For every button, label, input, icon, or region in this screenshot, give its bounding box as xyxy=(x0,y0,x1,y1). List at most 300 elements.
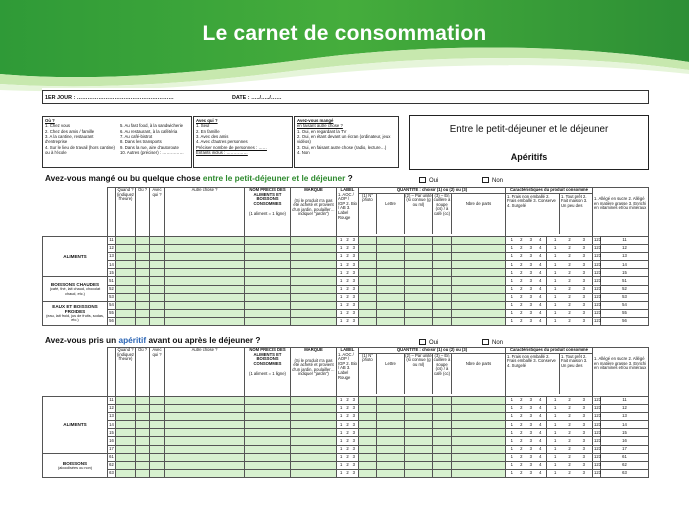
entry-cell[interactable] xyxy=(291,397,337,405)
choice-digit[interactable]: 3 xyxy=(598,237,602,243)
char-c-choice[interactable] xyxy=(593,253,601,261)
char-c-choice[interactable] xyxy=(593,421,601,429)
choice-digit[interactable]: 4 xyxy=(539,269,542,275)
choice-digit[interactable]: 2 xyxy=(520,397,523,403)
choice-digit[interactable]: 2 xyxy=(596,421,599,427)
entry-cell[interactable] xyxy=(116,317,136,325)
choice-digit[interactable]: 1 xyxy=(594,293,597,299)
entry-cell[interactable] xyxy=(150,237,165,245)
choice-digit[interactable]: 2 xyxy=(520,318,523,324)
char-a-choice[interactable] xyxy=(506,397,547,405)
choice-digit[interactable]: 2 xyxy=(346,397,349,403)
entry-cell[interactable] xyxy=(150,253,165,261)
entry-cell[interactable] xyxy=(245,453,291,461)
choice-digit[interactable]: 1 xyxy=(510,253,513,259)
entry-cell[interactable] xyxy=(165,413,245,421)
choice-digit[interactable]: 1 xyxy=(553,429,557,435)
choice-digit[interactable]: 2 xyxy=(596,310,599,316)
entry-cell[interactable] xyxy=(150,421,165,429)
quantity-cell[interactable] xyxy=(405,261,433,269)
choice-digit[interactable]: 3 xyxy=(352,445,355,451)
choice-digit[interactable]: 3 xyxy=(598,245,602,251)
entry-cell[interactable] xyxy=(165,317,245,325)
choice-digit[interactable]: 1 xyxy=(510,421,513,427)
choice-digit[interactable]: 4 xyxy=(539,318,542,324)
quantity-cell[interactable] xyxy=(377,261,405,269)
entry-cell[interactable] xyxy=(291,429,337,437)
choice-digit[interactable]: 1 xyxy=(594,261,597,267)
choice-digit[interactable]: 3 xyxy=(598,318,602,324)
choice-digit[interactable]: 3 xyxy=(582,429,585,435)
choice-digit[interactable]: 1 xyxy=(339,429,343,435)
entry-cell[interactable] xyxy=(136,309,150,317)
quantity-cell[interactable] xyxy=(433,301,452,309)
choice-digit[interactable]: 3 xyxy=(582,413,585,419)
char-b-choice[interactable] xyxy=(547,309,593,317)
quantity-cell[interactable] xyxy=(359,245,377,253)
choice-digit[interactable]: 2 xyxy=(596,470,599,476)
choice-digit[interactable]: 1 xyxy=(339,301,343,307)
choice-digit[interactable]: 2 xyxy=(568,397,571,403)
entry-cell[interactable] xyxy=(165,309,245,317)
choice-digit[interactable]: 1 xyxy=(553,397,557,403)
quantity-cell[interactable] xyxy=(405,293,433,301)
quantity-cell[interactable] xyxy=(433,237,452,245)
choice-digit[interactable]: 4 xyxy=(539,445,542,451)
char-a-choice[interactable] xyxy=(506,237,547,245)
entry-cell[interactable] xyxy=(165,405,245,413)
entry-cell[interactable] xyxy=(136,453,150,461)
choice-digit[interactable]: 1 xyxy=(553,301,557,307)
quantity-cell[interactable] xyxy=(405,237,433,245)
entry-cell[interactable] xyxy=(150,277,165,285)
choice-digit[interactable]: 4 xyxy=(539,277,542,283)
char-a-choice[interactable] xyxy=(506,413,547,421)
entry-cell[interactable] xyxy=(245,437,291,445)
char-c-choice[interactable] xyxy=(593,469,601,477)
entry-cell[interactable] xyxy=(136,405,150,413)
quantity-cell[interactable] xyxy=(359,469,377,477)
choice-digit[interactable]: 1 xyxy=(510,318,513,324)
choice-digit[interactable]: 1 xyxy=(510,437,513,443)
choice-digit[interactable]: 2 xyxy=(520,429,523,435)
choice-digit[interactable]: 1 xyxy=(339,237,343,243)
choice-digit[interactable]: 1 xyxy=(553,277,557,283)
entry-cell[interactable] xyxy=(165,469,245,477)
quantity-cell[interactable] xyxy=(377,429,405,437)
quantity-cell[interactable] xyxy=(452,469,506,477)
quantity-cell[interactable] xyxy=(433,469,452,477)
choice-digit[interactable]: 2 xyxy=(520,261,523,267)
char-c-choice[interactable] xyxy=(593,261,601,269)
choice-digit[interactable]: 1 xyxy=(339,245,343,251)
entry-cell[interactable] xyxy=(165,277,245,285)
choice-digit[interactable]: 2 xyxy=(520,301,523,307)
entry-cell[interactable] xyxy=(291,253,337,261)
label-choice[interactable] xyxy=(337,269,359,277)
choice-digit[interactable]: 2 xyxy=(596,445,599,451)
entry-cell[interactable] xyxy=(245,269,291,277)
choice-digit[interactable]: 3 xyxy=(352,405,355,411)
entry-cell[interactable] xyxy=(165,261,245,269)
char-a-choice[interactable] xyxy=(506,309,547,317)
choice-digit[interactable]: 3 xyxy=(529,397,532,403)
choice-digit[interactable]: 1 xyxy=(339,285,343,291)
choice-digit[interactable]: 1 xyxy=(510,470,513,476)
entry-cell[interactable] xyxy=(245,285,291,293)
quantity-cell[interactable] xyxy=(359,445,377,453)
label-choice[interactable] xyxy=(337,437,359,445)
entry-cell[interactable] xyxy=(116,277,136,285)
section1-no-checkbox[interactable]: Non xyxy=(482,177,503,185)
label-choice[interactable] xyxy=(337,253,359,261)
choice-digit[interactable]: 2 xyxy=(568,470,571,476)
choice-digit[interactable]: 1 xyxy=(594,310,597,316)
choice-digit[interactable]: 3 xyxy=(529,245,532,251)
choice-digit[interactable]: 3 xyxy=(598,269,602,275)
quantity-cell[interactable] xyxy=(452,437,506,445)
entry-cell[interactable] xyxy=(245,237,291,245)
quantity-cell[interactable] xyxy=(359,429,377,437)
choice-digit[interactable]: 1 xyxy=(553,421,557,427)
entry-cell[interactable] xyxy=(165,301,245,309)
choice-digit[interactable]: 1 xyxy=(510,445,513,451)
choice-digit[interactable]: 2 xyxy=(568,429,571,435)
char-b-choice[interactable] xyxy=(547,397,593,405)
entry-cell[interactable] xyxy=(165,429,245,437)
choice-digit[interactable]: 3 xyxy=(598,453,602,459)
choice-digit[interactable]: 1 xyxy=(594,445,597,451)
choice-digit[interactable]: 2 xyxy=(596,277,599,283)
quantity-cell[interactable] xyxy=(377,405,405,413)
choice-digit[interactable]: 1 xyxy=(594,413,597,419)
choice-digit[interactable]: 1 xyxy=(553,470,557,476)
quantity-cell[interactable] xyxy=(452,397,506,405)
choice-digit[interactable]: 1 xyxy=(339,413,343,419)
choice-digit[interactable]: 3 xyxy=(352,237,355,243)
choice-digit[interactable]: 2 xyxy=(568,421,571,427)
char-a-choice[interactable] xyxy=(506,421,547,429)
choice-digit[interactable]: 4 xyxy=(539,429,542,435)
choice-digit[interactable]: 3 xyxy=(529,261,532,267)
quantity-cell[interactable] xyxy=(405,301,433,309)
entry-cell[interactable] xyxy=(116,453,136,461)
label-choice[interactable] xyxy=(337,285,359,293)
choice-digit[interactable]: 4 xyxy=(539,245,542,251)
choice-digit[interactable]: 2 xyxy=(568,318,571,324)
choice-digit[interactable]: 3 xyxy=(598,429,602,435)
choice-digit[interactable]: 1 xyxy=(339,318,343,324)
choice-digit[interactable]: 1 xyxy=(510,237,513,243)
choice-digit[interactable]: 1 xyxy=(339,293,343,299)
quantity-cell[interactable] xyxy=(377,253,405,261)
choice-digit[interactable]: 1 xyxy=(510,285,513,291)
quantity-cell[interactable] xyxy=(452,253,506,261)
char-c-choice[interactable] xyxy=(593,405,601,413)
choice-digit[interactable]: 2 xyxy=(520,245,523,251)
choice-digit[interactable]: 2 xyxy=(520,277,523,283)
choice-digit[interactable]: 2 xyxy=(568,285,571,291)
choice-digit[interactable]: 2 xyxy=(346,253,349,259)
char-c-choice[interactable] xyxy=(593,301,601,309)
entry-cell[interactable] xyxy=(245,413,291,421)
choice-digit[interactable]: 1 xyxy=(339,405,343,411)
choice-digit[interactable]: 3 xyxy=(582,437,585,443)
entry-cell[interactable] xyxy=(291,237,337,245)
entry-cell[interactable] xyxy=(136,397,150,405)
quantity-cell[interactable] xyxy=(405,437,433,445)
entry-cell[interactable] xyxy=(116,245,136,253)
quantity-cell[interactable] xyxy=(433,269,452,277)
choice-digit[interactable]: 3 xyxy=(352,285,355,291)
quantity-cell[interactable] xyxy=(452,421,506,429)
entry-cell[interactable] xyxy=(136,269,150,277)
quantity-cell[interactable] xyxy=(405,253,433,261)
choice-digit[interactable]: 2 xyxy=(568,310,571,316)
choice-digit[interactable]: 3 xyxy=(352,397,355,403)
entry-cell[interactable] xyxy=(150,317,165,325)
choice-digit[interactable]: 1 xyxy=(594,397,597,403)
entry-cell[interactable] xyxy=(136,245,150,253)
entry-cell[interactable] xyxy=(245,405,291,413)
char-b-choice[interactable] xyxy=(547,253,593,261)
char-b-choice[interactable] xyxy=(547,437,593,445)
char-b-choice[interactable] xyxy=(547,469,593,477)
choice-digit[interactable]: 1 xyxy=(594,269,597,275)
quantity-cell[interactable] xyxy=(405,397,433,405)
quantity-cell[interactable] xyxy=(359,397,377,405)
choice-digit[interactable]: 2 xyxy=(520,253,523,259)
choice-digit[interactable]: 3 xyxy=(352,269,355,275)
choice-digit[interactable]: 2 xyxy=(520,421,523,427)
quantity-cell[interactable] xyxy=(452,285,506,293)
choice-digit[interactable]: 3 xyxy=(529,237,532,243)
quantity-cell[interactable] xyxy=(359,317,377,325)
entry-cell[interactable] xyxy=(116,461,136,469)
choice-digit[interactable]: 2 xyxy=(346,421,349,427)
choice-digit[interactable]: 1 xyxy=(339,421,343,427)
choice-digit[interactable]: 2 xyxy=(520,453,523,459)
choice-digit[interactable]: 3 xyxy=(598,413,602,419)
entry-cell[interactable] xyxy=(291,301,337,309)
choice-digit[interactable]: 3 xyxy=(529,421,532,427)
entry-cell[interactable] xyxy=(165,445,245,453)
choice-digit[interactable]: 2 xyxy=(520,461,523,467)
entry-cell[interactable] xyxy=(150,437,165,445)
entry-cell[interactable] xyxy=(116,397,136,405)
char-b-choice[interactable] xyxy=(547,237,593,245)
char-c-choice[interactable] xyxy=(593,437,601,445)
choice-digit[interactable]: 3 xyxy=(352,437,355,443)
choice-digit[interactable]: 1 xyxy=(339,310,343,316)
choice-digit[interactable]: 1 xyxy=(594,237,597,243)
entry-cell[interactable] xyxy=(150,261,165,269)
choice-digit[interactable]: 1 xyxy=(553,261,557,267)
entry-cell[interactable] xyxy=(116,253,136,261)
choice-digit[interactable]: 3 xyxy=(352,413,355,419)
quantity-cell[interactable] xyxy=(377,413,405,421)
entry-cell[interactable] xyxy=(291,469,337,477)
choice-digit[interactable]: 2 xyxy=(520,293,523,299)
choice-digit[interactable]: 3 xyxy=(582,245,585,251)
label-choice[interactable] xyxy=(337,245,359,253)
choice-digit[interactable]: 3 xyxy=(582,453,585,459)
choice-digit[interactable]: 3 xyxy=(352,310,355,316)
quantity-cell[interactable] xyxy=(405,413,433,421)
choice-digit[interactable]: 3 xyxy=(582,301,585,307)
quantity-cell[interactable] xyxy=(433,437,452,445)
choice-digit[interactable]: 3 xyxy=(598,437,602,443)
quantity-cell[interactable] xyxy=(452,261,506,269)
label-choice[interactable] xyxy=(337,421,359,429)
entry-cell[interactable] xyxy=(136,285,150,293)
char-c-choice[interactable] xyxy=(593,285,601,293)
choice-digit[interactable]: 3 xyxy=(529,405,532,411)
quantity-cell[interactable] xyxy=(452,277,506,285)
choice-digit[interactable]: 3 xyxy=(582,470,585,476)
entry-cell[interactable] xyxy=(150,245,165,253)
entry-cell[interactable] xyxy=(291,453,337,461)
quantity-cell[interactable] xyxy=(452,269,506,277)
choice-digit[interactable]: 3 xyxy=(582,253,585,259)
char-c-choice[interactable] xyxy=(593,269,601,277)
choice-digit[interactable]: 1 xyxy=(553,310,557,316)
choice-digit[interactable]: 2 xyxy=(346,437,349,443)
entry-cell[interactable] xyxy=(116,285,136,293)
quantity-cell[interactable] xyxy=(452,301,506,309)
char-c-choice[interactable] xyxy=(593,237,601,245)
char-a-choice[interactable] xyxy=(506,269,547,277)
choice-digit[interactable]: 1 xyxy=(553,269,557,275)
quantity-cell[interactable] xyxy=(433,277,452,285)
choice-digit[interactable]: 3 xyxy=(352,245,355,251)
choice-digit[interactable]: 4 xyxy=(539,470,542,476)
quantity-cell[interactable] xyxy=(433,261,452,269)
entry-cell[interactable] xyxy=(116,301,136,309)
quantity-cell[interactable] xyxy=(452,293,506,301)
choice-digit[interactable]: 2 xyxy=(596,261,599,267)
entry-cell[interactable] xyxy=(150,309,165,317)
quantity-cell[interactable] xyxy=(359,237,377,245)
entry-cell[interactable] xyxy=(165,421,245,429)
choice-digit[interactable]: 2 xyxy=(346,445,349,451)
quantity-cell[interactable] xyxy=(433,317,452,325)
choice-digit[interactable]: 3 xyxy=(352,421,355,427)
choice-digit[interactable]: 1 xyxy=(510,405,513,411)
entry-cell[interactable] xyxy=(116,293,136,301)
choice-digit[interactable]: 3 xyxy=(352,429,355,435)
choice-digit[interactable]: 2 xyxy=(568,301,571,307)
char-a-choice[interactable] xyxy=(506,469,547,477)
entry-cell[interactable] xyxy=(165,461,245,469)
quantity-cell[interactable] xyxy=(452,453,506,461)
quantity-cell[interactable] xyxy=(377,421,405,429)
entry-cell[interactable] xyxy=(165,253,245,261)
choice-digit[interactable]: 2 xyxy=(346,429,349,435)
choice-digit[interactable]: 3 xyxy=(582,277,585,283)
choice-digit[interactable]: 2 xyxy=(568,405,571,411)
choice-digit[interactable]: 3 xyxy=(352,318,355,324)
char-a-choice[interactable] xyxy=(506,445,547,453)
entry-cell[interactable] xyxy=(150,405,165,413)
entry-cell[interactable] xyxy=(150,269,165,277)
choice-digit[interactable]: 3 xyxy=(582,421,585,427)
label-choice[interactable] xyxy=(337,301,359,309)
choice-digit[interactable]: 1 xyxy=(339,277,343,283)
quantity-cell[interactable] xyxy=(377,453,405,461)
choice-digit[interactable]: 3 xyxy=(598,461,602,467)
choice-digit[interactable]: 3 xyxy=(529,429,532,435)
choice-digit[interactable]: 1 xyxy=(510,453,513,459)
choice-digit[interactable]: 1 xyxy=(594,253,597,259)
quantity-cell[interactable] xyxy=(359,261,377,269)
choice-digit[interactable]: 2 xyxy=(596,453,599,459)
entry-cell[interactable] xyxy=(245,253,291,261)
char-c-choice[interactable] xyxy=(593,453,601,461)
entry-cell[interactable] xyxy=(291,277,337,285)
label-choice[interactable] xyxy=(337,413,359,421)
quantity-cell[interactable] xyxy=(405,461,433,469)
choice-digit[interactable]: 2 xyxy=(568,245,571,251)
label-choice[interactable] xyxy=(337,405,359,413)
entry-cell[interactable] xyxy=(165,397,245,405)
choice-digit[interactable]: 2 xyxy=(346,261,349,267)
choice-digit[interactable]: 3 xyxy=(582,397,585,403)
choice-digit[interactable]: 2 xyxy=(596,437,599,443)
quantity-cell[interactable] xyxy=(405,277,433,285)
choice-digit[interactable]: 4 xyxy=(539,413,542,419)
quantity-cell[interactable] xyxy=(452,309,506,317)
choice-digit[interactable]: 2 xyxy=(346,318,349,324)
choice-digit[interactable]: 1 xyxy=(553,445,557,451)
choice-digit[interactable]: 3 xyxy=(529,453,532,459)
quantity-cell[interactable] xyxy=(433,453,452,461)
choice-digit[interactable]: 1 xyxy=(594,437,597,443)
choice-digit[interactable]: 3 xyxy=(352,277,355,283)
choice-digit[interactable]: 2 xyxy=(596,413,599,419)
char-b-choice[interactable] xyxy=(547,429,593,437)
choice-digit[interactable]: 2 xyxy=(596,318,599,324)
choice-digit[interactable]: 3 xyxy=(598,310,602,316)
choice-digit[interactable]: 1 xyxy=(339,437,343,443)
choice-digit[interactable]: 1 xyxy=(553,285,557,291)
char-b-choice[interactable] xyxy=(547,461,593,469)
entry-cell[interactable] xyxy=(150,413,165,421)
quantity-cell[interactable] xyxy=(359,413,377,421)
choice-digit[interactable]: 3 xyxy=(582,293,585,299)
choice-digit[interactable]: 2 xyxy=(346,237,349,243)
quantity-cell[interactable] xyxy=(359,405,377,413)
char-b-choice[interactable] xyxy=(547,269,593,277)
choice-digit[interactable]: 3 xyxy=(529,301,532,307)
choice-digit[interactable]: 1 xyxy=(594,453,597,459)
quantity-cell[interactable] xyxy=(433,413,452,421)
entry-cell[interactable] xyxy=(291,285,337,293)
choice-digit[interactable]: 2 xyxy=(520,437,523,443)
choice-digit[interactable]: 1 xyxy=(339,453,343,459)
entry-cell[interactable] xyxy=(136,461,150,469)
choice-digit[interactable]: 1 xyxy=(510,269,513,275)
entry-cell[interactable] xyxy=(116,437,136,445)
entry-cell[interactable] xyxy=(150,429,165,437)
quantity-cell[interactable] xyxy=(452,245,506,253)
char-b-choice[interactable] xyxy=(547,285,593,293)
choice-digit[interactable]: 3 xyxy=(598,293,602,299)
entry-cell[interactable] xyxy=(116,261,136,269)
quantity-cell[interactable] xyxy=(377,237,405,245)
choice-digit[interactable]: 2 xyxy=(568,261,571,267)
entry-cell[interactable] xyxy=(245,293,291,301)
